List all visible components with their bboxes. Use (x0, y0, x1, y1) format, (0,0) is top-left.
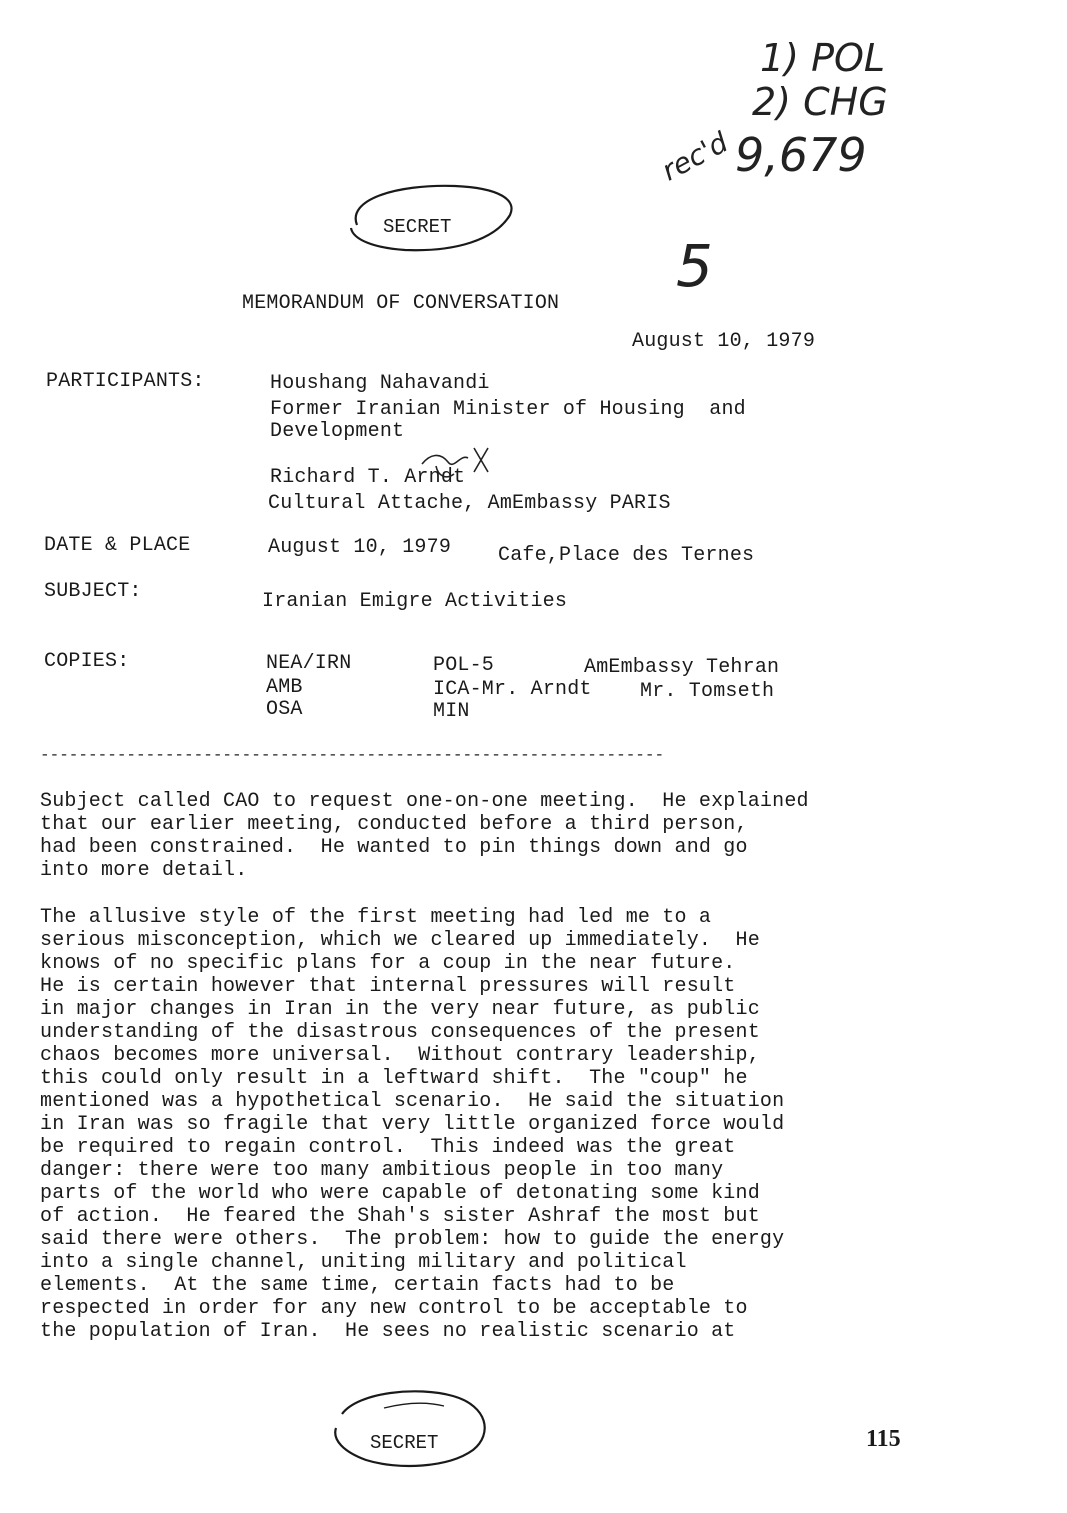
paragraph-line: The allusive style of the first meeting had led me to a (40, 906, 712, 929)
handwritten-routing-line-1: 1) POL (760, 36, 886, 80)
paragraph-line: He is certain however that internal pressures will result (40, 975, 736, 998)
memo-title: MEMORANDUM OF CONVERSATION (242, 292, 560, 315)
paragraph-line: knows of no specific plans for a coup in the near future. (40, 952, 736, 975)
copies-col1-item: NEA/IRN (266, 652, 352, 675)
secret-stamp-bottom: SECRET (370, 1432, 439, 1454)
paragraph-line: in major changes in Iran in the very near future, as public (40, 998, 760, 1021)
secret-stamp-bottom-oval-icon (328, 1384, 493, 1474)
date-place-label: DATE & PLACE (44, 534, 191, 557)
paragraph-line: be required to regain control. This indeed was the great (40, 1136, 736, 1159)
paragraph-line: understanding of the disastrous consequences of the present (40, 1021, 760, 1044)
handwritten-number: 9,679 (735, 128, 867, 182)
paragraph-line: parts of the world who were capable of detonating some kind (40, 1182, 760, 1205)
paragraph-line: that our earlier meeting, conducted before a third person, (40, 813, 748, 836)
handwritten-routing-line-2: 2) CHG (752, 80, 888, 124)
paragraph-line: into more detail. (40, 859, 248, 882)
date-place-location: Cafe,Place des Ternes (498, 544, 755, 567)
body-paragraph-1 (40, 790, 940, 882)
participant-2-name: Richard T. Arndt (270, 466, 466, 489)
paragraph-line: serious misconception, which we cleared up immediately. He (40, 929, 760, 952)
paragraph-line: danger: there were too many ambitious people in too many (40, 1159, 724, 1182)
paragraph-line: elements. At the same time, certain facts had to be (40, 1274, 675, 1297)
secret-stamp-top: SECRET (383, 216, 452, 238)
copies-col2-item: MIN (433, 700, 470, 723)
signature-scribble-icon (418, 446, 498, 486)
body-paragraph-2 (40, 906, 940, 1343)
participant-1-title: Former Iranian Minister of Housing and (270, 398, 746, 421)
paragraph-line: this could only result in a leftward shift. The "coup" he (40, 1067, 748, 1090)
paragraph-line: in Iran was so fragile that very little organized force would (40, 1113, 785, 1136)
handwritten-received-note: rec'd (656, 125, 734, 188)
date-place-date: August 10, 1979 (268, 536, 452, 559)
copies-col1-item: AMB (266, 676, 303, 699)
paragraph-line: said there were others. The problem: how to guide the energy (40, 1228, 785, 1251)
subject-label: SUBJECT: (44, 580, 142, 603)
paragraph-line: chaos becomes more universal. Without contrary leadership, (40, 1044, 760, 1067)
paragraph-line: had been constrained. He wanted to pin things down and go (40, 836, 748, 859)
participant-1-title-cont: Development (270, 420, 405, 443)
participants-label: PARTICIPANTS: (46, 370, 205, 393)
section-divider: ----------------------------------------------------------------- (40, 746, 665, 764)
participant-2-title: Cultural Attache, AmEmbassy PARIS (268, 492, 671, 515)
copies-col3-item: AmEmbassy Tehran (584, 656, 780, 679)
copies-col3-item: Mr. Tomseth (640, 680, 775, 703)
paragraph-line: the population of Iran. He sees no realistic scenario at (40, 1320, 736, 1343)
copies-col1-item: OSA (266, 698, 303, 721)
copies-col2-item: ICA-Mr. Arndt (433, 678, 592, 701)
paragraph-line: of action. He feared the Shah's sister Ashraf the most but (40, 1205, 760, 1228)
participant-1-name: Houshang Nahavandi (270, 372, 490, 395)
handwritten-mark: 5 (676, 232, 713, 300)
subject-value: Iranian Emigre Activities (262, 590, 568, 613)
paragraph-line: into a single channel, uniting military and political (40, 1251, 687, 1274)
copies-col2-item: POL-5 (433, 654, 495, 677)
copies-label: COPIES: (44, 650, 130, 673)
paragraph-line: Subject called CAO to request one-on-one meeting. He explained (40, 790, 809, 813)
paragraph-line: respected in order for any new control to be acceptable to (40, 1297, 748, 1320)
paragraph-line: mentioned was a hypothetical scenario. He said the situation (40, 1090, 785, 1113)
memo-date: August 10, 1979 (632, 330, 816, 353)
page-number: 115 (866, 1426, 901, 1452)
